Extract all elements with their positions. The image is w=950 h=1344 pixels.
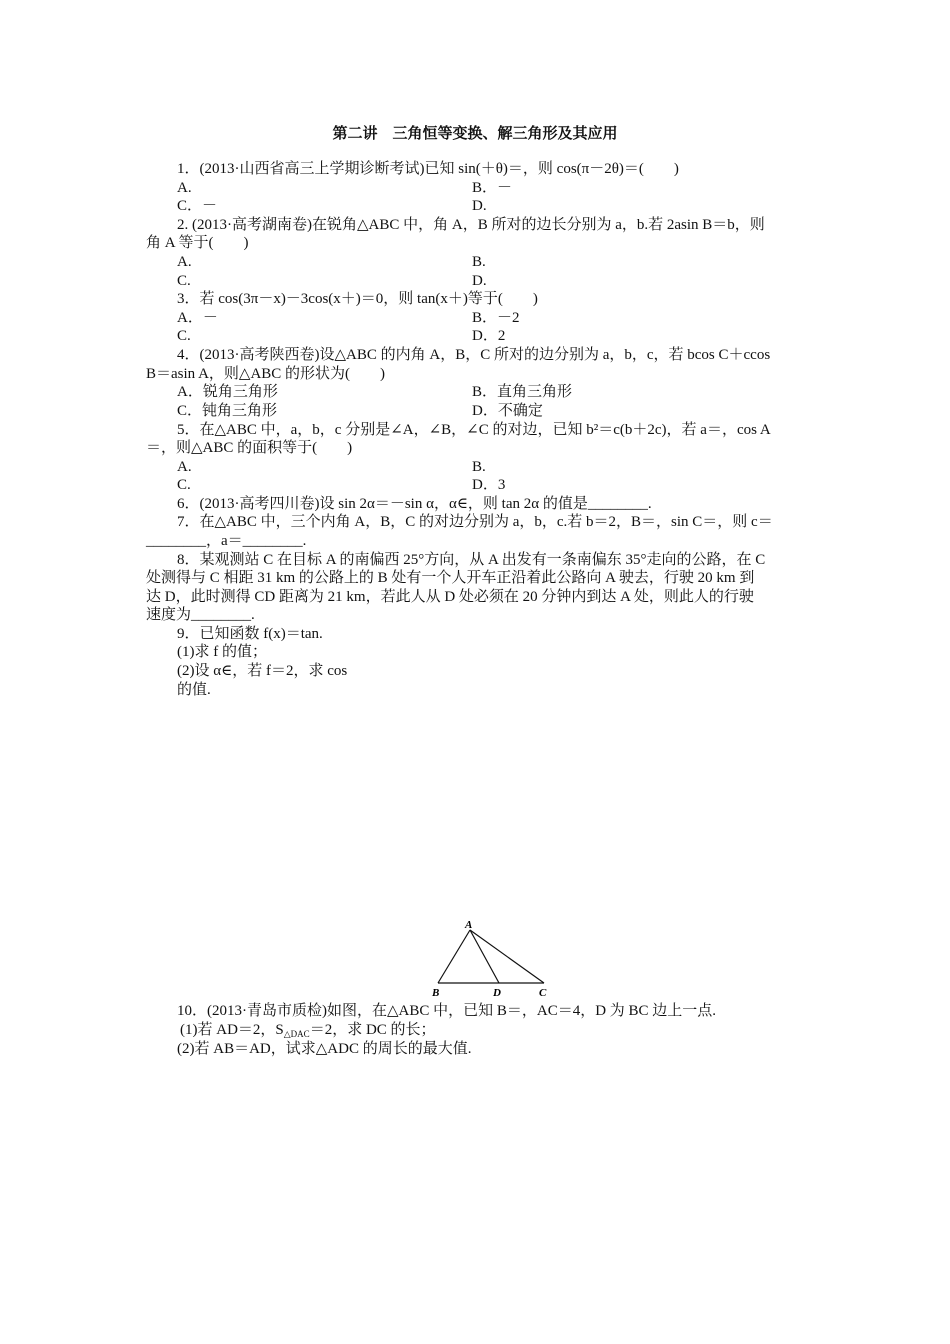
q7-stem-line2: ________，a＝________.: [146, 533, 307, 549]
q2-option-a: A.: [177, 254, 192, 270]
q2-stem-line2: 角 A 等于( ): [146, 235, 249, 251]
q10-part1: [180, 1021, 436, 1040]
q1-option-b: B．－: [472, 180, 513, 196]
q10-part1-subscript: △DAC: [283, 1029, 310, 1039]
q9-part2-cont: 的值.: [177, 682, 211, 698]
triangle-diagram: [426, 918, 556, 1000]
q5-option-b: B.: [472, 459, 486, 475]
q10-part1-post: ＝2，求 DC 的长；: [309, 1022, 436, 1038]
q2-option-b: B.: [472, 254, 486, 270]
q3-stem: 3．若 cos(3π－x)－3cos(x＋)＝0，则 tan(x＋)等于( ): [177, 291, 538, 307]
vertex-label-d: D: [493, 987, 501, 999]
q5-option-d: D．3: [472, 477, 506, 493]
q6-stem: 6．(2013·高考四川卷)设 sin 2α＝－sin α，α∈，则 tan 2α 的值是________.: [177, 496, 652, 512]
vertex-label-a: A: [465, 919, 473, 931]
q5-stem-line1: 5．在△ABC 中，a，b，c 分别是∠A，∠B，∠C 的对边，已知 b²＝c(b＋2c)，若 a＝，cos A: [177, 422, 771, 438]
q3-option-b: B．－2: [472, 310, 520, 326]
q1-stem: 1．(2013·山西省高三上学期诊断考试)已知 sin(＋θ)＝，则 cos(π－2θ)＝( ): [177, 161, 679, 177]
q4-stem-line2: B＝asin A，则△ABC 的形状为( ): [146, 366, 386, 382]
q2-option-d: D.: [472, 273, 487, 289]
page-title: 第二讲 三角恒等变换、解三角形及其应用: [332, 124, 618, 142]
q3-option-d: D．2: [472, 328, 506, 344]
q4-option-d: D．不确定: [472, 403, 543, 419]
vertex-label-b: B: [432, 987, 440, 999]
q9-stem: 9．已知函数 f(x)＝tan.: [177, 626, 323, 642]
q4-stem-line1: 4．(2013·高考陕西卷)设△ABC 的内角 A，B，C 所对的边分别为 a，b，c，若 bcos C＋ccos: [177, 347, 771, 363]
q8-stem-line1: 8．某观测站 C 在目标 A 的南偏西 25°方向，从 A 出发有一条南偏东 35°走向的公路，在 C: [177, 552, 766, 568]
q8-stem-line4: 速度为________.: [146, 607, 255, 623]
q1-option-c: C．－: [177, 198, 218, 214]
q4-option-c: C．钝角三角形: [177, 403, 278, 419]
q4-option-a: A．锐角三角形: [177, 384, 278, 400]
q10-part1-pre: (1)若 AD＝2，S: [180, 1022, 284, 1038]
q8-stem-line2: 处测得与 C 相距 31 km 的公路上的 B 处有一个人开车正沿着此公路向 A 驶去，行驶 20 km 到: [146, 570, 755, 586]
q5-option-a: A.: [177, 459, 192, 475]
edge-ac: [470, 930, 544, 983]
q9-part2: (2)设 α∈，若 f＝2，求 cos: [177, 663, 348, 679]
q10-stem: 10．(2013·青岛市质检)如图，在△ABC 中，已知 B＝，AC＝4，D 为 BC 边上一点.: [177, 1003, 717, 1019]
vertex-label-c: C: [539, 987, 547, 999]
q10-part2: (2)若 AB＝AD，试求△ADC 的周长的最大值.: [177, 1041, 472, 1057]
edge-ad: [470, 930, 499, 983]
q7-stem-line1: 7．在△ABC 中，三个内角 A，B，C 的对边分别为 a，b，c.若 b＝2，B＝，sin C＝，则 c＝: [177, 514, 773, 530]
q9-part1: (1)求 f 的值；: [177, 644, 267, 660]
q5-stem-line2: ＝，则△ABC 的面积等于( ): [146, 440, 353, 456]
q8-stem-line3: 达 D，此时测得 CD 距离为 21 km，若此人从 D 处必须在 20 分钟内到达 A 处，则此人的行驶: [146, 589, 754, 605]
edge-ab: [438, 930, 470, 983]
q4-option-b: B．直角三角形: [472, 384, 573, 400]
q1-option-d: D.: [472, 198, 487, 214]
q3-option-c: C.: [177, 328, 191, 344]
q2-stem-line1: 2. (2013·高考湖南卷)在锐角△ABC 中，角 A，B 所对的边长分别为 a，b.若 2asin B＝b，则: [177, 217, 765, 233]
q3-option-a: A．－: [177, 310, 218, 326]
q5-option-c: C.: [177, 477, 191, 493]
q1-option-a: A.: [177, 180, 192, 196]
q2-option-c: C.: [177, 273, 191, 289]
